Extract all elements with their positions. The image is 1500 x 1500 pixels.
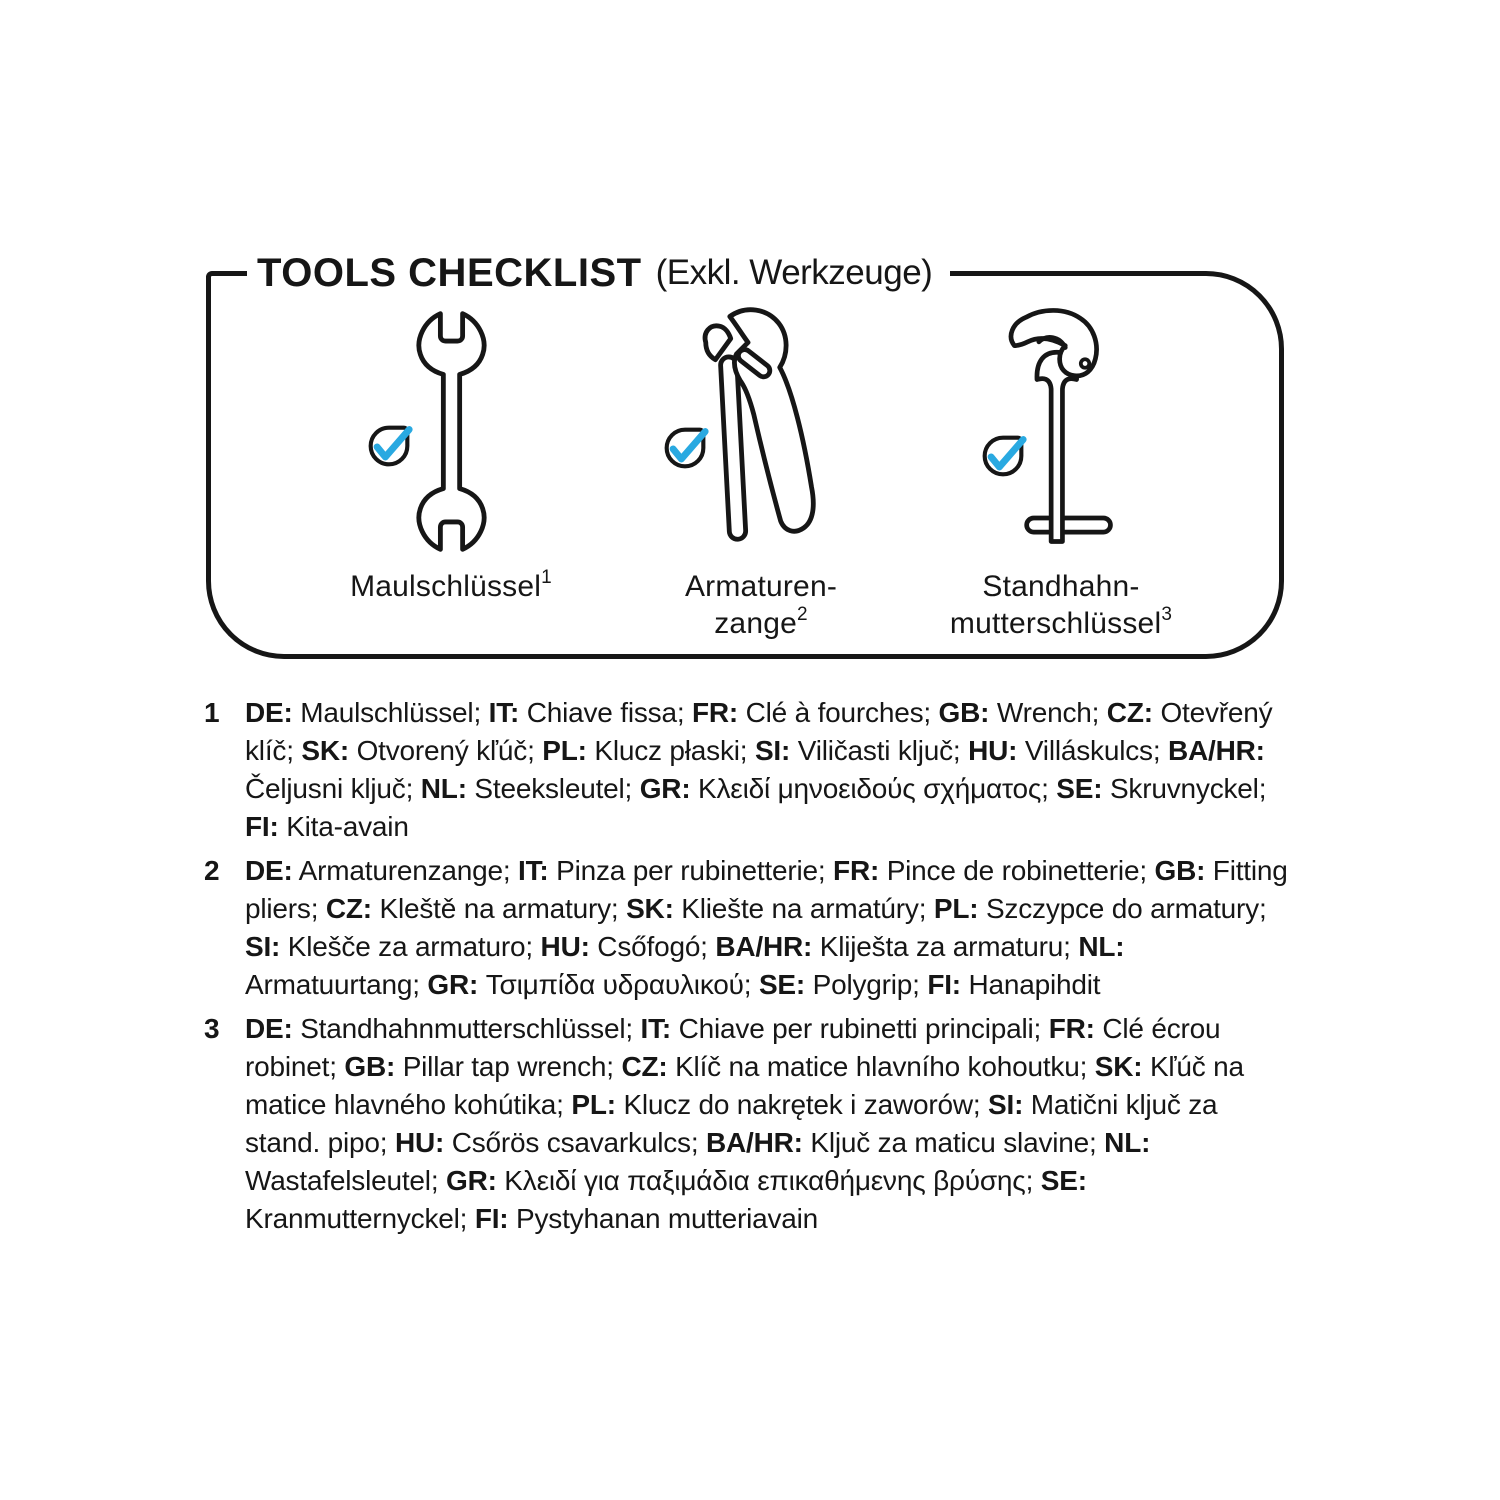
legend-lang-code: SE: <box>1056 773 1103 804</box>
legend-lang-code: BA/HR: <box>1168 735 1265 766</box>
legend-lang-code: FR: <box>1048 1013 1095 1044</box>
legend-lang-code: FI: <box>245 811 279 842</box>
legend-item-text: DE: Armaturenzange; IT: Pinza per rubinetterie; FR: Pince de robinetterie; GB: Fitting pliers; CZ: Kleště na armatury; SK: Kliešte na armatúry; PL: Szczypce do armatury; SI: Klešče za armaturo; HU: Csőfogó; BA/HR: Kliješta za armaturu; NL: Armatuurtang; GR: Τσιμπίδα υδραυλικού; SE: Polygrip; FI: Hanapihdit <box>245 855 1288 1000</box>
legend-lang-code: CZ: <box>1106 697 1153 728</box>
legend-item-text: DE: Standhahnmutterschlüssel; IT: Chiave per rubinetti principali; FR: Clé écrou robinet; GB: Pillar tap wrench; CZ: Klíč na matice hlavního kohoutku; SK: Kľúč na matice hlavného kohútika; PL: Klucz do nakrętek i zaworów; SI: Matični ključ za stand. pipo; HU: Csőrös csavarkulcs; BA/HR: Ključ za maticu slavine; NL: Wastafelsleutel; GR: Κλειδί για παξιμάδια επικαθήμενης βρύσης; SE: Kranmutternyckel; FI: Pystyhanan mutteriavain <box>245 1013 1244 1234</box>
legend-lang-code: SI: <box>245 931 281 962</box>
open-end-wrench-icon <box>301 296 601 558</box>
tool-label-footnote-number: 2 <box>796 604 808 625</box>
legend-lang-code: NL: <box>1104 1127 1151 1158</box>
legend-lang-code: DE: <box>245 1013 293 1044</box>
legend-lang-code: IT: <box>640 1013 672 1044</box>
legend-lang-code: GB: <box>1154 855 1206 886</box>
legend-item <box>204 694 1292 846</box>
tool-label-line: Standhahn- <box>982 570 1140 603</box>
legend-item-number: 3 <box>204 1013 220 1044</box>
tool-checkbox[interactable] <box>367 424 411 468</box>
legend-lang-code: DE: <box>245 697 293 728</box>
legend-lang-code: GB: <box>344 1051 396 1082</box>
legend-lang-code: DE: <box>245 855 293 886</box>
tool-checkbox[interactable] <box>981 434 1025 478</box>
tool-label-footnote-number: 1 <box>541 567 552 588</box>
pillar-tap-wrench-icon <box>911 296 1211 558</box>
legend-lang-code: FI: <box>927 969 961 1000</box>
tool-label-line: Maulschlüssel$^1$ <box>350 567 552 603</box>
legend-lang-code: CZ: <box>621 1051 668 1082</box>
fitting-pliers-icon <box>611 296 911 558</box>
panel-subtitle-text: (Exkl. Werkzeuge) <box>655 253 933 292</box>
legend-lang-code: IT: <box>488 697 520 728</box>
legend-lang-code: FR: <box>692 697 739 728</box>
legend-lang-code: SE: <box>1040 1165 1087 1196</box>
legend-lang-code: HU: <box>394 1127 445 1158</box>
legend-lang-code: IT: <box>518 855 549 886</box>
legend-lang-code: BA/HR: <box>715 931 813 962</box>
legend-item-number: 2 <box>204 855 220 886</box>
legend-item <box>204 852 1292 1004</box>
legend-item <box>204 1010 1292 1238</box>
legend-lang-code: SI: <box>988 1089 1024 1120</box>
tool-label-footnote-number: 3 <box>1161 604 1173 625</box>
legend-lang-code: PL: <box>571 1089 616 1120</box>
legend-lang-code: HU: <box>540 931 590 962</box>
legend-lang-code: SK: <box>301 735 349 766</box>
tool-item-armaturenzange <box>611 296 911 646</box>
tool-label-line: Armaturen- <box>684 570 838 603</box>
tool-checkbox[interactable] <box>663 426 707 470</box>
legend <box>204 694 1292 1244</box>
legend-lang-code: SE: <box>758 969 806 1000</box>
legend-lang-code: GB: <box>938 697 990 728</box>
tool-item-maulschluessel <box>301 296 601 646</box>
tool-item-standhahnmutterschluessel <box>911 296 1211 646</box>
legend-lang-code: HU: <box>968 735 1018 766</box>
panel-title-text: TOOLS CHECKLIST <box>257 250 642 295</box>
legend-item-number: 1 <box>204 697 220 728</box>
legend-lang-code: SK: <box>1094 1051 1143 1082</box>
legend-lang-code: NL: <box>1078 931 1125 962</box>
legend-lang-code: SK: <box>626 893 674 924</box>
tools-checklist-panel <box>206 250 1284 659</box>
tool-label-line: mutterschlüssel$^3$ <box>949 604 1173 640</box>
legend-lang-code: PL: <box>933 893 979 924</box>
tool-label-line: zange$^2$ <box>714 604 808 640</box>
legend-lang-code: GR: <box>427 969 479 1000</box>
legend-lang-code: GR: <box>639 773 691 804</box>
legend-lang-code: SI: <box>754 735 791 766</box>
legend-lang-code: PL: <box>542 735 587 766</box>
legend-lang-code: CZ: <box>325 893 372 924</box>
legend-lang-code: BA/HR: <box>706 1127 803 1158</box>
tool-label <box>881 568 1241 642</box>
legend-lang-code: GR: <box>445 1165 497 1196</box>
legend-lang-code: FI: <box>474 1203 509 1234</box>
legend-lang-code: NL: <box>420 773 467 804</box>
panel-title <box>247 242 950 304</box>
legend-lang-code: FR: <box>833 855 880 886</box>
legend-item-text: DE: Maulschlüssel; IT: Chiave fissa; FR: Clé à fourches; GB: Wrench; CZ: Otevřený klíč; SK: Otvorený kľúč; PL: Klucz płaski; SI: Viličasti ključ; HU: Villáskulcs; BA/HR: Čeljusni ključ; NL: Steeksleutel; GR: Κλειδί μηνοειδούς σχήματος; SE: Skruvnyckel; FI: Kita-avain <box>245 697 1273 842</box>
tool-label <box>271 568 631 605</box>
